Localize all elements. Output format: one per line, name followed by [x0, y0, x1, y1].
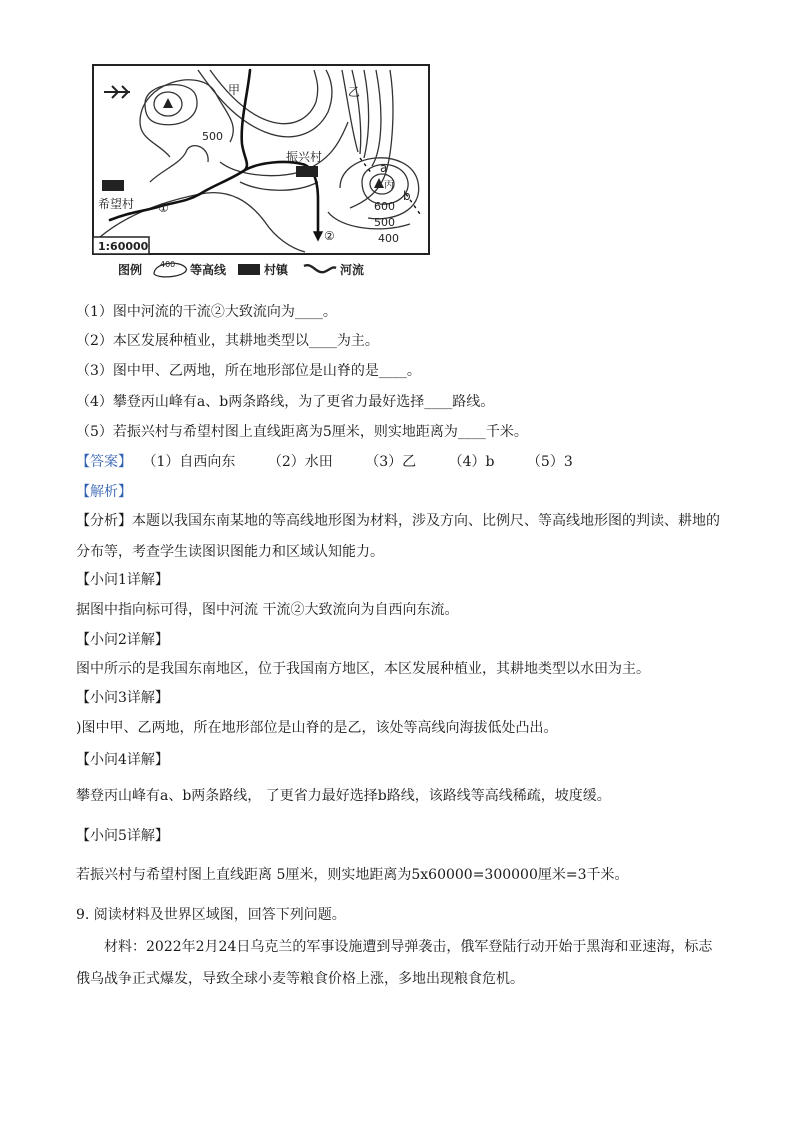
q9-title: 9. 阅读材料及世界区域图，回答下列问题。 — [76, 907, 346, 923]
legend-village-icon — [238, 264, 260, 275]
sub-heading-1: 【小问1详解】 — [76, 572, 169, 588]
sub-body-2: 图中所示的是我国东南地区，位于我国南方地区，本区发展种植业，其耕地类型以水田为主。 — [76, 661, 650, 677]
answer-item: （2）水田 — [267, 454, 333, 470]
answer-line — [76, 452, 601, 472]
contour-label-500a: 500 — [202, 130, 223, 143]
question-4: （4）攀登丙山峰有a、b两条路线，为了更省力最好选择____路线。 — [76, 394, 495, 410]
mark-yi: 乙 — [348, 85, 361, 99]
legend-title: 图例 — [118, 263, 143, 277]
mark-b: b — [403, 189, 411, 203]
village-icon-zhenxing — [296, 166, 318, 177]
mark-bing: 丙 — [384, 180, 394, 191]
scale-label: 1:60000 — [98, 240, 149, 253]
sub-body-4: 攀登丙山峰有a、b两条路线， 了更省力最好选择b路线，该路线等高线稀疏，坡度缓。 — [76, 788, 611, 804]
answer-item: （1）自西向东 — [142, 454, 236, 470]
village-icon-xiwang — [102, 180, 124, 191]
sub-body-3: )图中甲、乙两地，所在地形部位是山脊的是乙，该处等高线向海拔低处凸出。 — [76, 720, 558, 736]
mark-river2: ② — [324, 229, 335, 243]
sub-heading-4: 【小问4详解】 — [76, 752, 169, 768]
answer-item: （4）b — [448, 454, 495, 470]
village-label-zhenxing: 振兴村 — [286, 150, 323, 164]
analysis-text: 【分析】本题以我国东南某地的等高线地形图为材料，涉及方向、比例尺、等高线地形图的判读、耕地的分布等，考查学生读图识图能力和区域认知能力。 — [76, 513, 720, 560]
question-2: （2）本区发展种植业，其耕地类型以____为主。 — [76, 333, 379, 349]
sub-body-1: 据图中指向标可得，图中河流 干流②大致流向为自西向东流。 — [76, 602, 459, 618]
sub-heading-2: 【小问2详解】 — [76, 632, 169, 648]
analysis-tag: 【解析】 — [76, 484, 132, 500]
question-1: （1）图中河流的干流②大致流向为____。 — [76, 304, 337, 320]
question-3: （3）图中甲、乙两地，所在地形部位是山脊的是____。 — [76, 363, 421, 379]
sub-heading-5: 【小问5详解】 — [76, 828, 169, 844]
contour-label-400: 400 — [378, 232, 399, 245]
contour-label-600: 600 — [374, 200, 395, 213]
sub-body-5: 若振兴村与希望村图上直线距离 5厘米，则实地距离为5x60000=300000厘米=3千米。 — [76, 867, 629, 883]
contour-label-500b: 500 — [374, 216, 395, 229]
village-label-xiwang: 希望村 — [98, 197, 135, 211]
contour-map-figure — [90, 62, 432, 284]
q9-material: 材料：2022年2月24日乌克兰的军事设施遭到导弹袭击，俄军登陆行动开始于黑海和亚速海，标志俄乌战争正式爆发，导致全球小麦等粮食价格上涨，多地出现粮食危机。 — [76, 939, 713, 987]
answer-item: （3）乙 — [365, 454, 417, 470]
legend-contour-label: 等高线 — [190, 263, 227, 277]
legend-village-label: 村镇 — [264, 263, 289, 277]
sub-heading-3: 【小问3详解】 — [76, 690, 169, 706]
answer-tag: 【答案】 — [76, 454, 132, 470]
mark-jia: 甲 — [228, 83, 241, 97]
mark-river1: ① — [158, 201, 169, 215]
question-5: （5）若振兴村与希望村图上直线距离为5厘米，则实地距离为____千米。 — [76, 424, 528, 440]
legend-river-label: 河流 — [340, 263, 365, 277]
mark-a: a — [380, 161, 388, 175]
legend-sample-value: 400 — [160, 260, 176, 269]
answer-item: （5）3 — [526, 454, 573, 470]
legend-river-icon — [304, 265, 336, 272]
